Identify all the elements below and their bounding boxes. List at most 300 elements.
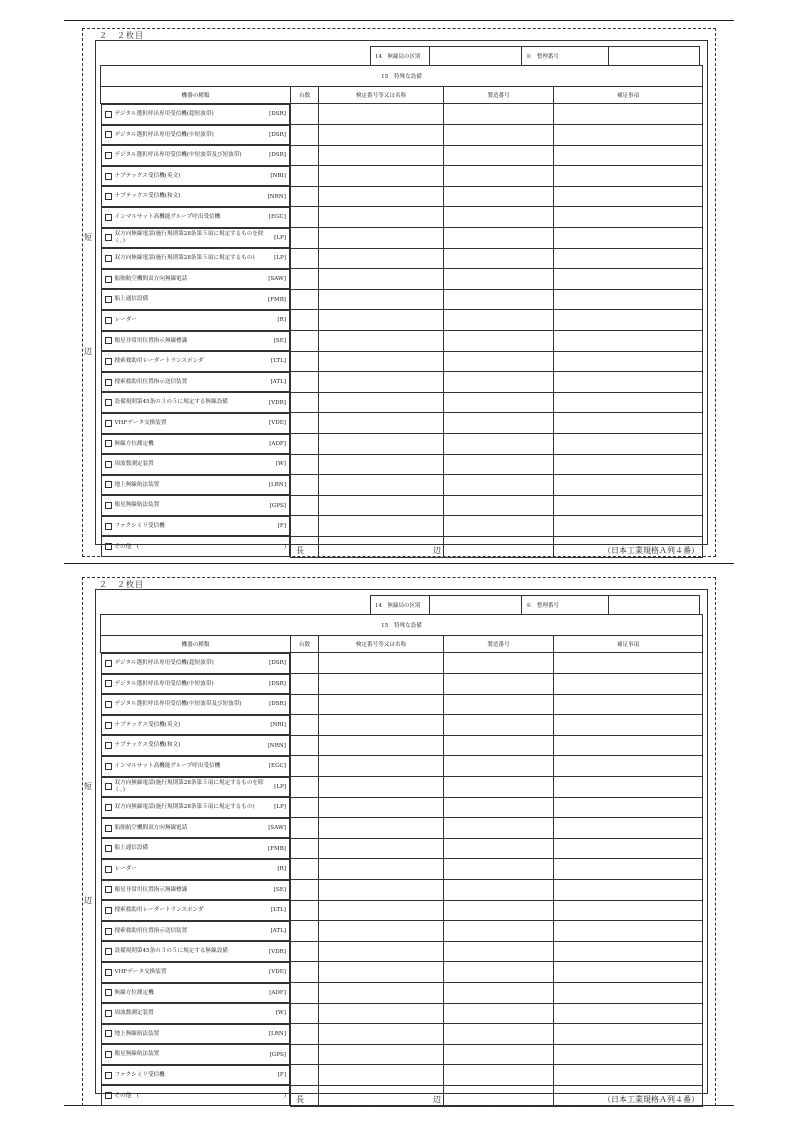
equipment-type-cell [101,475,291,496]
equipment-name [105,193,181,200]
notes-cell[interactable] [554,331,703,352]
serial-number-cell[interactable] [444,454,554,475]
equipment-checkbox[interactable] [105,722,112,729]
quantity-cell[interactable] [291,715,319,736]
quantity-cell[interactable] [291,310,319,331]
notes-cell[interactable] [554,145,703,166]
serial-number-cell[interactable] [444,310,554,331]
equipment-table [100,65,703,558]
equipment-checkbox[interactable] [105,420,112,427]
equipment-checkbox[interactable] [105,193,112,200]
table-row [101,859,703,880]
serial-number-cell[interactable] [444,269,554,290]
notes-cell[interactable] [554,756,703,777]
quantity-cell[interactable] [291,392,319,413]
quantity-cell[interactable] [291,1065,319,1086]
notes-cell[interactable] [554,228,703,249]
serial-field[interactable] [609,596,700,615]
equipment-code: [F] [277,523,286,530]
approval-number-cell[interactable] [319,434,444,455]
notes-cell[interactable] [554,104,703,125]
serial-number-cell[interactable] [444,1065,554,1086]
equipment-code: [LP] [274,234,286,241]
notes-cell[interactable] [554,1024,703,1045]
equipment-checkbox[interactable] [105,948,112,955]
equipment-checkbox[interactable] [105,234,112,241]
station-class-field[interactable] [430,596,522,615]
notes-cell[interactable] [554,516,703,537]
approval-number-cell[interactable] [319,900,444,921]
column-header: 製造番号 [444,87,554,104]
equipment-type-cell [101,310,291,331]
equipment-label: 船上通信設備 [114,296,149,303]
equipment-checkbox[interactable] [105,111,112,118]
approval-number-cell[interactable] [319,962,444,983]
serial-number-cell[interactable] [444,536,554,557]
notes-cell[interactable] [554,125,703,146]
equipment-label: インマルサット高機能グループ呼出受信機 [114,763,221,770]
equipment-label: 無線方位測定機 [114,440,154,447]
approval-number-cell[interactable] [319,694,444,715]
table-row [101,475,703,496]
equipment-label: ファクシミリ受信機 [114,1071,165,1078]
notes-cell[interactable] [554,1044,703,1065]
quantity-cell[interactable] [291,145,319,166]
short-edge-label-top: 短 [84,233,92,242]
quantity-cell[interactable] [291,186,319,207]
equipment-checkbox[interactable] [105,461,112,468]
notes-cell[interactable] [554,269,703,290]
equipment-label: ナブテックス受信機(和文) [114,193,181,200]
quantity-cell[interactable] [291,838,319,859]
notes-cell[interactable] [554,207,703,228]
quantity-cell[interactable] [291,495,319,516]
equipment-checkbox[interactable] [105,152,112,159]
quantity-cell[interactable] [291,859,319,880]
quantity-cell[interactable] [291,962,319,983]
equipment-checkbox[interactable] [105,783,112,790]
equipment-name [105,742,181,749]
equipment-code: [DSR] [269,111,286,118]
notes-cell[interactable] [554,186,703,207]
notes-cell[interactable] [554,735,703,756]
approval-number-cell[interactable] [319,186,444,207]
approval-number-cell[interactable] [319,351,444,372]
serial-number-cell[interactable] [444,797,554,818]
approval-number-cell[interactable] [319,859,444,880]
serial-number-cell[interactable] [444,1085,554,1106]
equipment-code: [GPS] [269,1051,286,1058]
approval-number-cell[interactable] [319,331,444,352]
equipment-type-cell [101,653,291,674]
serial-number-cell[interactable] [444,145,554,166]
notes-cell[interactable] [554,1003,703,1024]
serial-field[interactable] [609,47,700,66]
approval-number-cell[interactable] [319,838,444,859]
equipment-label: 設備規則第45条の３の５に規定する無線設備 [114,399,228,406]
approval-number-cell[interactable] [319,653,444,674]
equipment-checkbox[interactable] [105,1072,112,1079]
equipment-code: [DSR] [269,152,286,159]
equipment-type-cell [101,413,291,434]
quantity-cell[interactable] [291,735,319,756]
approval-number-cell[interactable] [319,1085,444,1106]
table-row [101,104,703,125]
serial-number-cell[interactable] [444,921,554,942]
equipment-checkbox[interactable] [105,1051,112,1058]
quantity-cell[interactable] [291,756,319,777]
equipment-label: 船舶航空機間双方向無線電話 [114,824,188,831]
table-row [101,289,703,310]
approval-number-cell[interactable] [319,756,444,777]
serial-number-cell[interactable] [444,962,554,983]
notes-cell[interactable] [554,859,703,880]
quantity-cell[interactable] [291,166,319,187]
approval-number-cell[interactable] [319,536,444,557]
equipment-label: 地上無線航法装置 [114,481,160,488]
approval-number-cell[interactable] [319,104,444,125]
equipment-checkbox[interactable] [105,317,112,324]
approval-number-cell[interactable] [319,880,444,901]
approval-number-cell[interactable] [319,1065,444,1086]
equipment-name [105,461,154,468]
serial-number-cell[interactable] [444,983,554,1004]
serial-number-cell[interactable] [444,207,554,228]
approval-number-cell[interactable] [319,372,444,393]
quantity-cell[interactable] [291,1044,319,1065]
serial-number-cell[interactable] [444,248,554,269]
serial-number-cell[interactable] [444,1024,554,1045]
serial-number-cell[interactable] [444,495,554,516]
equipment-checkbox[interactable] [105,701,112,708]
quantity-cell[interactable] [291,674,319,695]
table-row [101,228,703,249]
notes-cell[interactable] [554,694,703,715]
equipment-label: 設備規則第45条の３の５に規定する無線設備 [114,948,228,955]
approval-number-cell[interactable] [319,777,444,798]
notes-cell[interactable] [554,818,703,839]
equipment-code: [NRI] [270,722,286,729]
equipment-name [105,276,188,283]
table-row [101,735,703,756]
notes-cell[interactable] [554,454,703,475]
equipment-type-cell [101,372,291,393]
quantity-cell[interactable] [291,228,319,249]
notes-cell[interactable] [554,289,703,310]
serial-number-cell[interactable] [444,1044,554,1065]
equipment-label: ナブテックス受信機(英文) [114,721,181,728]
table-row [101,145,703,166]
equipment-label: その他 ( [114,543,140,550]
column-header: 台数 [291,636,319,653]
serial-number-cell[interactable] [444,674,554,695]
notes-cell[interactable] [554,248,703,269]
notes-cell[interactable] [554,495,703,516]
approval-number-cell[interactable] [319,983,444,1004]
notes-cell[interactable] [554,983,703,1004]
quantity-cell[interactable] [291,777,319,798]
quantity-cell[interactable] [291,351,319,372]
notes-cell[interactable] [554,941,703,962]
quantity-cell[interactable] [291,1003,319,1024]
equipment-type-cell [101,145,291,166]
notes-cell[interactable] [554,434,703,455]
equipment-checkbox[interactable] [105,886,112,893]
serial-number-cell[interactable] [444,392,554,413]
notes-cell[interactable] [554,310,703,331]
quantity-cell[interactable] [291,880,319,901]
approval-number-cell[interactable] [319,1003,444,1024]
approval-number-cell[interactable] [319,735,444,756]
equipment-checkbox[interactable] [105,845,112,852]
equipment-code: [FMB] [267,296,286,303]
quantity-cell[interactable] [291,516,319,537]
serial-number-cell[interactable] [444,818,554,839]
notes-cell[interactable] [554,715,703,736]
serial-number-cell[interactable] [444,475,554,496]
equipment-type-cell [101,694,291,715]
column-header: 補足事項 [554,87,703,104]
equipment-code: [DSR] [269,701,286,708]
equipment-checkbox[interactable] [105,131,112,138]
equipment-checkbox[interactable] [105,763,112,770]
notes-cell[interactable] [554,475,703,496]
equipment-name [105,173,181,180]
equipment-checkbox[interactable] [105,742,112,749]
equipment-checkbox[interactable] [105,680,112,687]
serial-number-cell[interactable] [444,756,554,777]
equipment-checkbox[interactable] [105,825,112,832]
quantity-cell[interactable] [291,331,319,352]
equipment-label: 無線方位測定機 [114,989,154,996]
column-header: 機器の種類 [101,87,291,104]
equipment-checkbox[interactable] [105,440,112,447]
quantity-cell[interactable] [291,536,319,557]
equipment-type-cell [101,1065,291,1086]
notes-cell[interactable] [554,838,703,859]
quantity-cell[interactable] [291,983,319,1004]
approval-number-cell[interactable] [319,269,444,290]
quantity-cell[interactable] [291,900,319,921]
serial-number-cell[interactable] [444,331,554,352]
quantity-cell[interactable] [291,104,319,125]
approval-number-cell[interactable] [319,454,444,475]
table-row [101,797,703,818]
page-label: ２ ２枚目 [99,580,144,589]
equipment-checkbox[interactable] [105,1092,112,1099]
serial-number-cell[interactable] [444,1003,554,1024]
quantity-cell[interactable] [291,454,319,475]
equipment-checkbox[interactable] [105,214,112,221]
approval-number-cell[interactable] [319,921,444,942]
equipment-checkbox[interactable] [105,543,112,550]
quantity-cell[interactable] [291,207,319,228]
approval-number-cell[interactable] [319,1044,444,1065]
equipment-checkbox[interactable] [105,660,112,667]
equipment-type-cell [101,797,291,818]
station-class-field[interactable] [430,47,522,66]
serial-number-cell[interactable] [444,166,554,187]
approval-number-cell[interactable] [319,413,444,434]
equipment-checkbox[interactable] [105,379,112,386]
equipment-checkbox[interactable] [105,1010,112,1017]
equipment-type-cell [101,536,291,557]
equipment-checkbox[interactable] [105,928,112,935]
equipment-code: [EGC] [268,214,286,221]
equipment-checkbox[interactable] [105,173,112,180]
equipment-checkbox[interactable] [105,907,112,914]
equipment-checkbox[interactable] [105,969,112,976]
table-row [101,392,703,413]
notes-cell[interactable] [554,372,703,393]
notes-cell[interactable] [554,674,703,695]
equipment-checkbox[interactable] [105,337,112,344]
serial-number-cell[interactable] [444,777,554,798]
quantity-cell[interactable] [291,921,319,942]
notes-cell[interactable] [554,797,703,818]
equipment-checkbox[interactable] [105,358,112,365]
quantity-cell[interactable] [291,413,319,434]
serial-number-cell[interactable] [444,125,554,146]
notes-cell[interactable] [554,166,703,187]
table-row [101,495,703,516]
quantity-cell[interactable] [291,797,319,818]
equipment-table [100,614,703,1107]
equipment-checkbox[interactable] [105,523,112,530]
serial-number-cell[interactable] [444,653,554,674]
quantity-cell[interactable] [291,434,319,455]
approval-number-cell[interactable] [319,516,444,537]
notes-cell[interactable] [554,392,703,413]
equipment-type-cell [101,674,291,695]
equipment-checkbox[interactable] [105,276,112,283]
serial-number-cell[interactable] [444,372,554,393]
approval-number-cell[interactable] [319,1024,444,1045]
quantity-cell[interactable] [291,694,319,715]
quantity-cell[interactable] [291,818,319,839]
serial-number-cell[interactable] [444,838,554,859]
equipment-label: 衛星非常用位置指示無線標識 [114,886,188,893]
equipment-name [105,231,265,244]
notes-cell[interactable] [554,921,703,942]
approval-number-cell[interactable] [319,941,444,962]
equipment-checkbox[interactable] [105,989,112,996]
column-header: 検定番号等又は名称 [319,636,444,653]
equipment-code: [NRI] [270,173,286,180]
equipment-code: [NRN] [267,193,286,200]
equipment-checkbox[interactable] [105,255,112,262]
notes-cell[interactable] [554,653,703,674]
equipment-name [105,296,149,303]
equipment-type-cell [101,269,291,290]
approval-number-cell[interactable] [319,207,444,228]
equipment-checkbox[interactable] [105,1030,112,1037]
equipment-checkbox[interactable] [105,296,112,303]
approval-number-cell[interactable] [319,392,444,413]
serial-number-cell[interactable] [444,351,554,372]
table-row [101,351,703,372]
approval-number-cell[interactable] [319,248,444,269]
quantity-cell[interactable] [291,1085,319,1106]
table-row [101,434,703,455]
approval-number-cell[interactable] [319,674,444,695]
serial-number-cell[interactable] [444,516,554,537]
equipment-checkbox[interactable] [105,804,112,811]
equipment-type-cell [101,207,291,228]
serial-number-cell[interactable] [444,186,554,207]
quantity-cell[interactable] [291,1024,319,1045]
serial-number-cell[interactable] [444,413,554,434]
equipment-label: 衛星無線航法装置 [114,1051,160,1058]
serial-number-cell[interactable] [444,859,554,880]
equipment-code: [R] [277,866,286,873]
approval-number-cell[interactable] [319,145,444,166]
quantity-cell[interactable] [291,372,319,393]
approval-number-cell[interactable] [319,166,444,187]
equipment-checkbox[interactable] [105,481,112,488]
equipment-code: [VDE] [269,969,286,976]
equipment-code: [ADF] [269,440,286,447]
approval-number-cell[interactable] [319,715,444,736]
serial-number-cell[interactable] [444,289,554,310]
approval-number-cell[interactable] [319,495,444,516]
notes-cell[interactable] [554,777,703,798]
serial-number-cell[interactable] [444,104,554,125]
notes-cell[interactable] [554,900,703,921]
quantity-cell[interactable] [291,475,319,496]
serial-number-cell[interactable] [444,900,554,921]
serial-number-cell[interactable] [444,941,554,962]
approval-number-cell[interactable] [319,475,444,496]
equipment-label: デジタル選択呼出専用受信機(超短波帯) [114,660,214,667]
table-row [101,900,703,921]
table-row [101,166,703,187]
approval-number-cell[interactable] [319,125,444,146]
serial-number-cell[interactable] [444,715,554,736]
equipment-type-cell [101,1085,291,1106]
approval-number-cell[interactable] [319,818,444,839]
quantity-cell[interactable] [291,269,319,290]
quantity-cell[interactable] [291,653,319,674]
notes-cell[interactable] [554,413,703,434]
quantity-cell[interactable] [291,941,319,962]
notes-cell[interactable] [554,880,703,901]
quantity-cell[interactable] [291,125,319,146]
serial-number-cell[interactable] [444,694,554,715]
approval-number-cell[interactable] [319,797,444,818]
equipment-label: 双方向無線電話(施行規則第28条第５項に規定するもの) [114,804,255,811]
equipment-type-cell [101,434,291,455]
notes-cell[interactable] [554,351,703,372]
quantity-cell[interactable] [291,289,319,310]
serial-number-cell[interactable] [444,735,554,756]
serial-number-cell[interactable] [444,434,554,455]
notes-cell[interactable] [554,1065,703,1086]
equipment-checkbox[interactable] [105,866,112,873]
equipment-checkbox[interactable] [105,399,112,406]
serial-number-cell[interactable] [444,880,554,901]
approval-number-cell[interactable] [319,310,444,331]
approval-number-cell[interactable] [319,289,444,310]
table-row [101,715,703,736]
notes-cell[interactable] [554,962,703,983]
quantity-cell[interactable] [291,248,319,269]
equipment-type-cell [101,921,291,942]
approval-number-cell[interactable] [319,228,444,249]
equipment-checkbox[interactable] [105,502,112,509]
serial-number-cell[interactable] [444,228,554,249]
equipment-name [105,1030,160,1037]
